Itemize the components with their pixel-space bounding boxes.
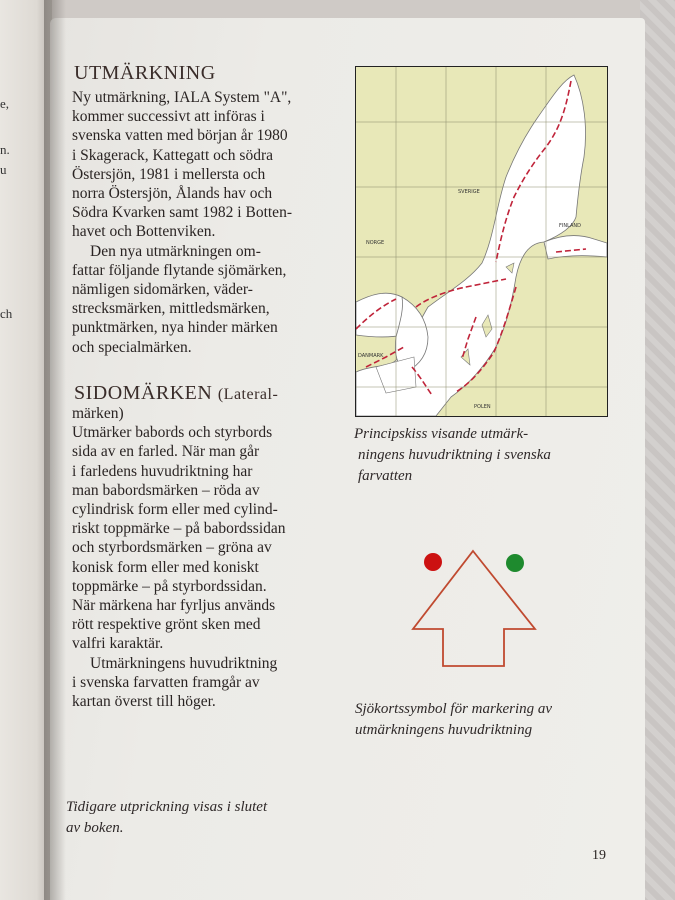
caption-line: farvatten xyxy=(358,468,413,484)
map-caption xyxy=(354,424,614,487)
text-line: cylindrisk form eller med cylind- xyxy=(72,501,278,519)
text-line: När märkena har fyrljus används xyxy=(72,597,276,615)
previous-page-text: n. xyxy=(0,142,10,157)
text-line: konisk form eller med koniskt xyxy=(72,558,259,576)
map-label-norge: NORGE xyxy=(366,240,385,246)
map-label-polen: POLEN xyxy=(474,404,491,410)
text-line: toppmärke – på styrbordssidan. xyxy=(72,577,267,595)
text-line: sida av en farled. När man går xyxy=(72,443,260,461)
baltic-sea-map xyxy=(355,66,608,417)
text-line: man babordsmärken – röda av xyxy=(72,481,260,499)
text-line: Den nya utmärkningen om- xyxy=(90,242,261,260)
text-line: Södra Kvarken samt 1982 i Botten- xyxy=(72,204,292,222)
text-line: punktmärken, nya hinder märken xyxy=(72,319,278,337)
text-line: riskt toppmärke – på babordssidan xyxy=(72,520,286,538)
text-line: valfri karaktär. xyxy=(72,635,164,653)
previous-page-text: ch xyxy=(0,306,13,321)
caption-line: Sjökortssymbol för markering av xyxy=(355,701,553,717)
book-gutter xyxy=(44,0,66,900)
text-line: fattar följande flytande sjömärken, xyxy=(72,261,287,279)
text-line: i farledens huvudriktning har xyxy=(72,462,253,480)
footnote-line: av boken. xyxy=(66,820,124,836)
text-line: strecksmärken, mittledsmärken, xyxy=(72,300,270,318)
map-label-sverige: SVERIGE xyxy=(458,189,480,195)
table-surface xyxy=(640,0,675,900)
map-label-danmark: DANMARK xyxy=(358,353,384,359)
footnote xyxy=(66,797,336,839)
caption-line: Principskiss visande utmärk- xyxy=(354,426,529,442)
text-line: svenska vatten med början år 1980 xyxy=(72,127,288,145)
text-line: nämligen sidomärken, väder- xyxy=(72,281,253,299)
text-line: och specialmärken. xyxy=(72,338,192,356)
section1-body xyxy=(72,88,327,357)
heading-text: SIDOMÄRKEN xyxy=(74,382,213,404)
text-line: rött respektive grönt sken med xyxy=(72,616,261,634)
green-starboard-dot-icon xyxy=(506,554,524,572)
text-line: norra Östersjön, Ålands hav och xyxy=(72,185,273,203)
footnote-line: Tidigare utprickning visas i slutet xyxy=(66,799,268,815)
chart-symbol xyxy=(410,546,545,671)
heading-text: UTMÄRKNING xyxy=(74,62,216,84)
text-line: Utmärker babords och styrbords xyxy=(72,424,273,442)
text-line: Östersjön, 1981 i mellersta och xyxy=(72,165,266,183)
previous-page-text: u xyxy=(0,162,7,177)
map-label-finland: FINLAND xyxy=(559,223,582,229)
text-line: i svenska farvatten framgår av xyxy=(72,673,260,691)
text-line: havet och Bottenviken. xyxy=(72,223,216,241)
heading-subtext: (Lateral- xyxy=(217,386,279,403)
caption-line: utmärkningens huvudriktning xyxy=(355,722,533,738)
text-line: och styrbordsmärken – gröna av xyxy=(72,539,272,557)
section-heading-utmarkning xyxy=(74,62,216,85)
gulf-of-finland xyxy=(544,236,607,259)
text-line: kartan överst till höger. xyxy=(72,693,216,711)
symbol-caption xyxy=(355,699,615,741)
text-line: i Skagerack, Kattegatt och södra xyxy=(72,146,273,164)
text-line: Utmärkningens huvudriktning xyxy=(90,654,278,672)
red-port-dot-icon xyxy=(424,553,442,571)
map-graphic xyxy=(356,67,607,416)
text-line: kommer successivt att införas i xyxy=(72,108,265,126)
page-number: 19 xyxy=(592,848,606,863)
previous-page-text: e, xyxy=(0,96,10,111)
text-line: Ny utmärkning, IALA System "A", xyxy=(72,89,292,106)
section2-body xyxy=(72,404,327,711)
text-line: märken) xyxy=(72,405,124,422)
section-heading-sidomarken xyxy=(74,382,278,405)
caption-line: ningens huvudriktning i svenska xyxy=(358,447,551,463)
